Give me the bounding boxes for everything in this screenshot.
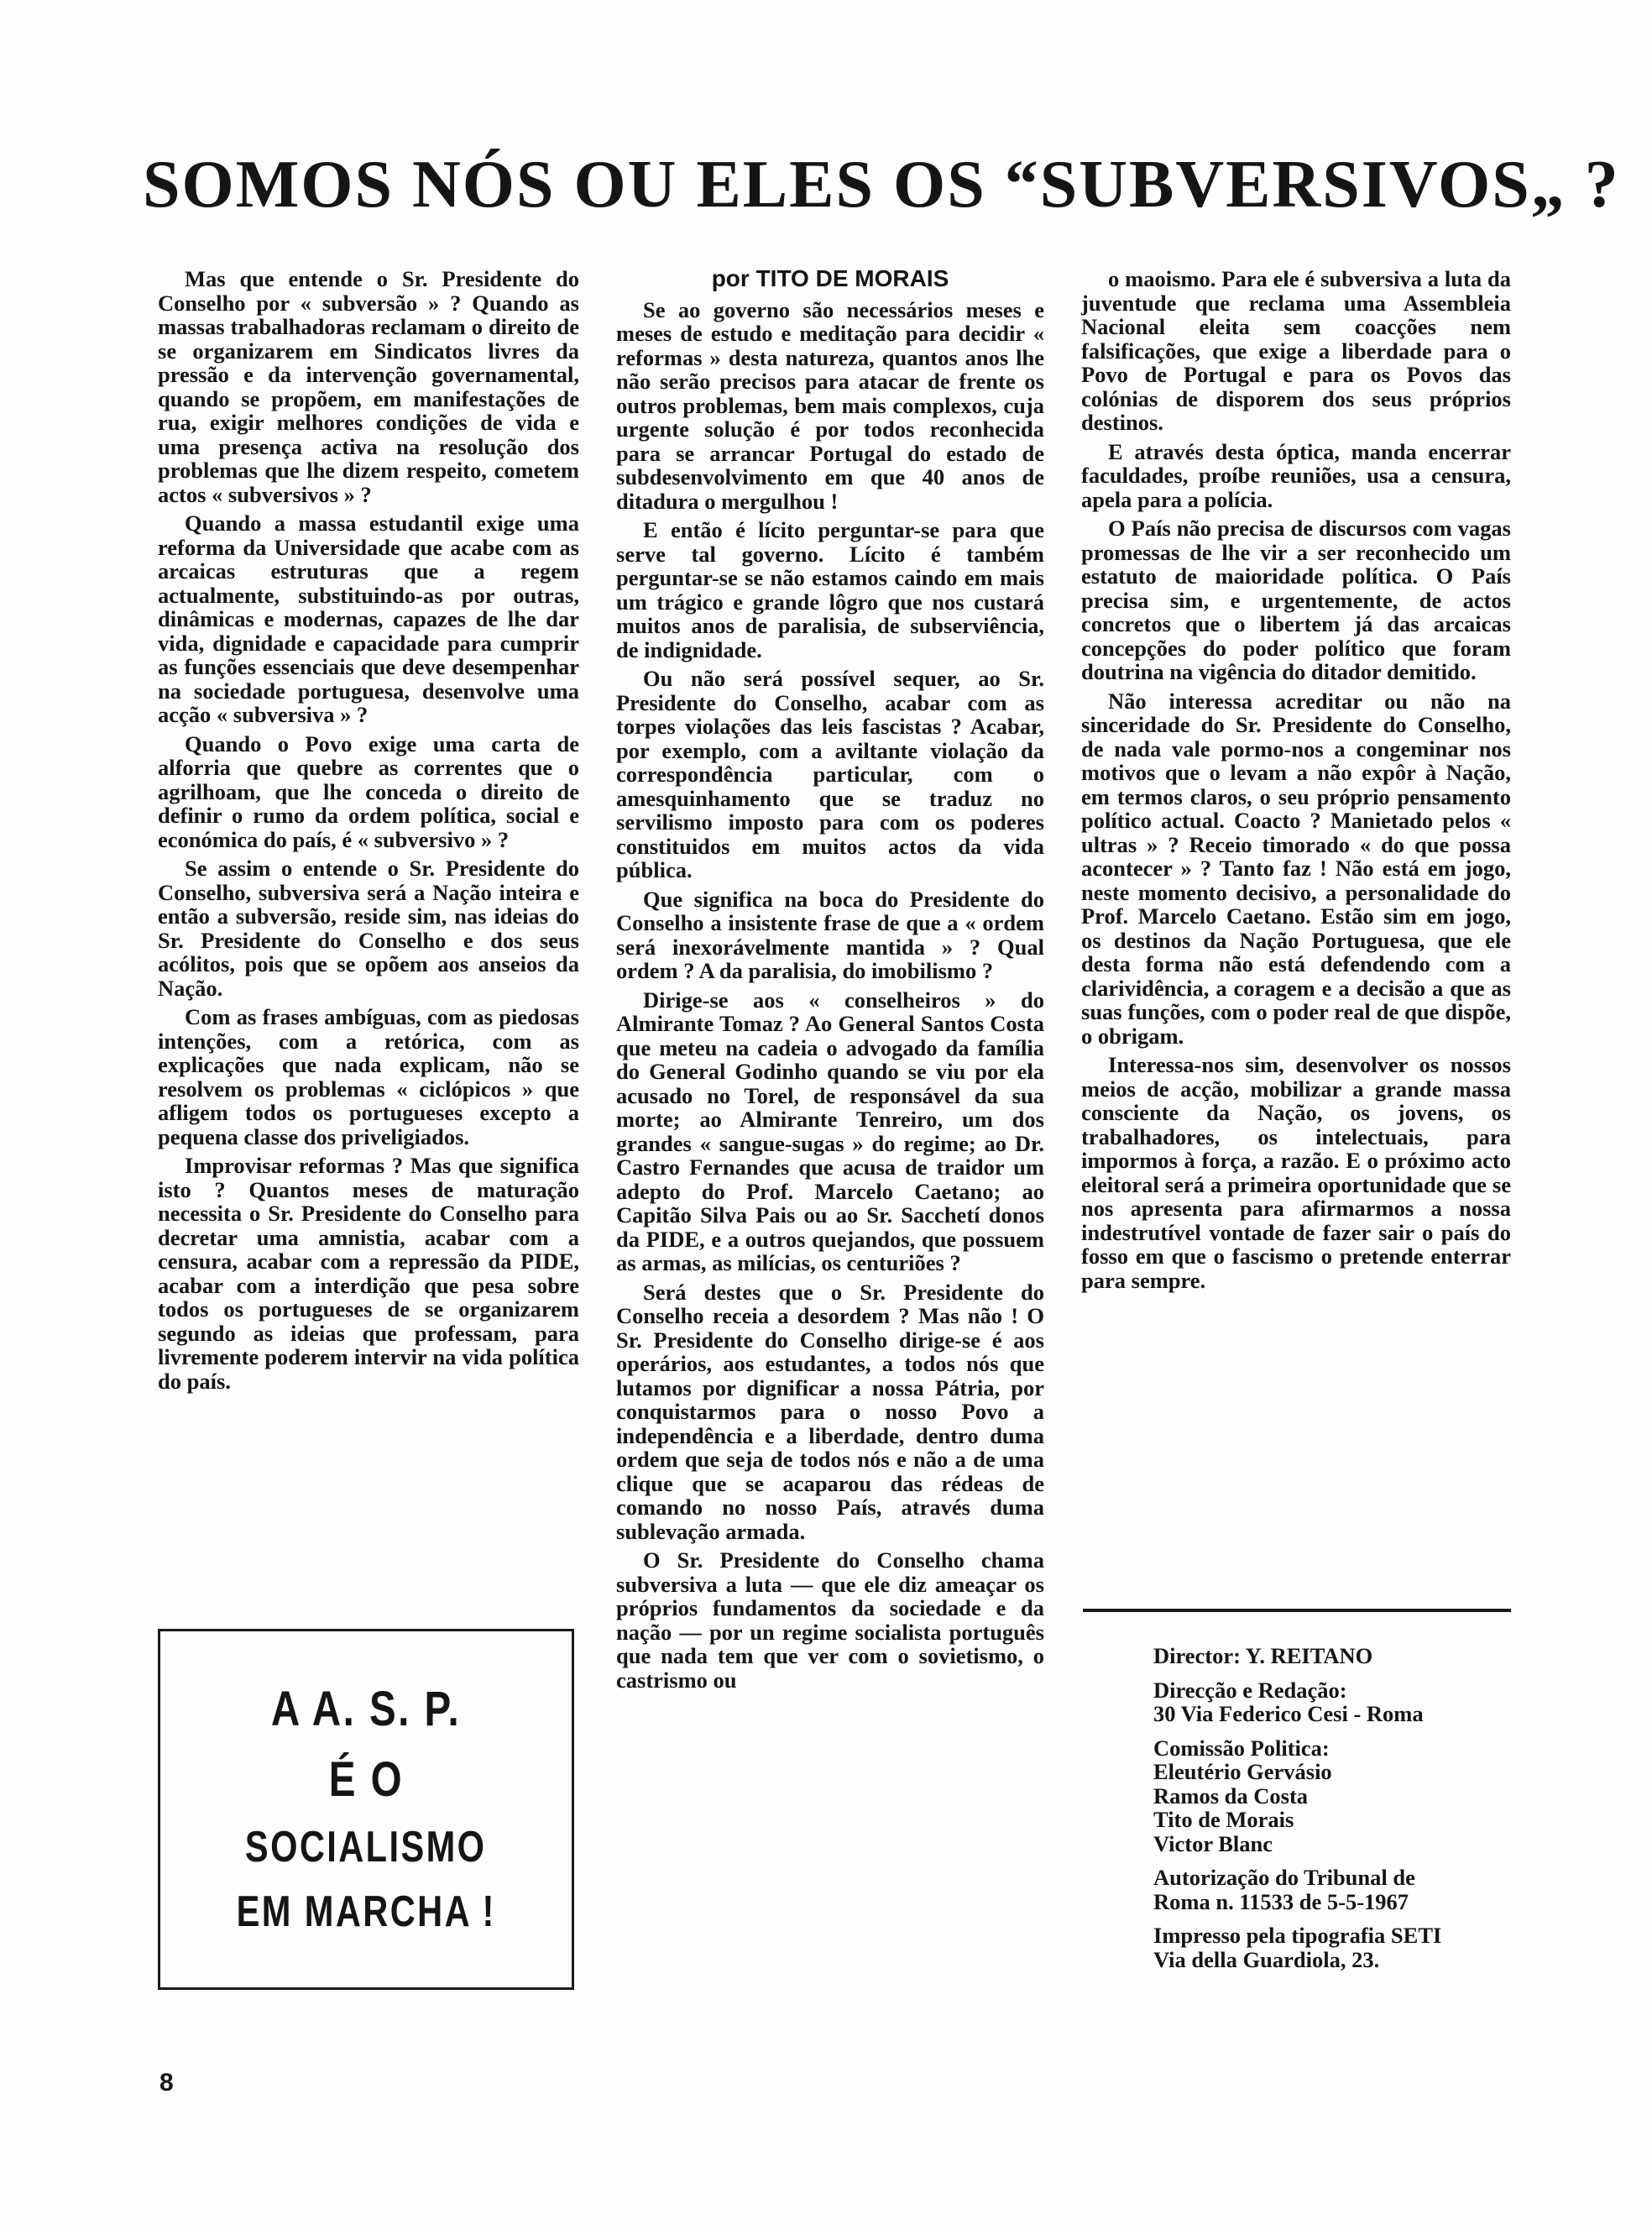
colophon-printer	[1153, 1924, 1514, 1971]
paragraph: Será destes que o Sr. Presidente do Conselho receia a desordem ? Mas não ! O Sr. Presidente do Conselho dirige-se é aos operários, aos estudantes, a todos nós que lutamos por dignificar a nossa Pátria, por conquistarmos para o nosso Povo a independência e a liberdade, dentro duma ordem que seja de todos nós e não a de uma clique que se acaparou das rédeas de comando no nosso País, através duma sublevação armada.	[616, 1279, 1044, 1544]
paragraph: E através desta óptica, manda encerrar faculdades, proíbe reuniões, usa a censura, apela para a polícia.	[1081, 438, 1511, 512]
divider-rule	[1083, 1609, 1511, 1612]
colophon-authorization	[1153, 1866, 1514, 1913]
colophon-line: Roma n. 11533 de 5-5-1967	[1153, 1888, 1409, 1914]
paragraph: Dirige-se aos « conselheiros » do Almirante Tomaz ? Ao General Santos Costa que meteu na cadeia o advogado da família do General Godinho quando se viu por ela acusado no Torel, de responsável da sua morte; ao Almirante Tenreiro, um dos grandes « sangue-sugas » do regime; ao Dr. Castro Fernandes que acusa de traidor um adepto do Prof. Marcelo Caetano; ao Capitão Silva Pais ou ao Sr. Sacchetí donos da PIDE, e a outros quejandos, que possuem as armas, as milícias, os centuriões ?	[616, 987, 1044, 1275]
colophon-commission	[1153, 1736, 1514, 1856]
colophon-address	[1153, 1678, 1514, 1726]
paragraph: E então é lícito perguntar-se para que serve tal governo. Lícito é também perguntar-se se não estamos caindo em mais um trágico e grande lôgro que nos custará muitos anos de paralisia, de subserviência, de indignidade.	[616, 517, 1044, 662]
colophon-line: Eleutério Gervásio	[1153, 1759, 1332, 1784]
slogan-line: EM MARCHA !	[236, 1887, 496, 1936]
paragraph: Interessa-nos sim, desenvolver os nossos meios de acção, mobilizar a grande massa consciente da Nação, os jovens, os trabalhadores, os intelectuais, para impormos à força, a razão. E o próximo acto eleitoral será a primeira oportunidade que se nos apresenta para afirmarmos a nossa indestrutível vontade de fazer sair o país do fosso em que o fascismo o pretende enterrar para sempre.	[1081, 1052, 1511, 1293]
colophon-line: Impresso pela tipografia SETI	[1153, 1923, 1442, 1948]
article-headline: SOMOS NÓS OU ELES OS “SUBVERSIVOS„ ?	[143, 148, 1620, 222]
paragraph: Com as frases ambíguas, com as piedosas intenções, com a retórica, com as explicações que nada explicam, não se resolvem os problemas « ciclópicos » que afligem todos os portugueses excepto a pequena classe dos priveligiados.	[158, 1004, 579, 1149]
colophon-line: Autorização do Tribunal de	[1153, 1865, 1415, 1890]
paragraph: Não interessa acreditar ou não na sinceridade do Sr. Presidente do Conselho, de nada vale pormo-nos a congeminar nos motivos que o levam a não expôr à Nação, em termos claros, o seu próprio pensamento político actual. Coacto ? Manietado pelos « ultras » ? Receio timorado « do que possa acontecer » ? Tanto faz ! Não está em jogo, neste momento decisivo, a personalidade do Prof. Marcelo Caetano. Estão sim em jogo, os destinos da Nação Portuguesa, que ele desta forma não está defendendo com a clarividência, a coragem e a decisão a que as suas funções, com o poder real de que dispõe, o obrigam.	[1081, 688, 1511, 1049]
page-number: 8	[159, 2069, 174, 2097]
article-column-1	[158, 267, 579, 1398]
colophon-line: Director: Y. REITANO	[1153, 1643, 1373, 1668]
paragraph: Se ao governo são necessários meses e meses de estudo e meditação para decidir « reformas » desta natureza, quantos anos lhe não serão precisos para atacar de frente os outros problemas, bem mais complexos, cuja urgente solução é por todos reconhecida para se arrancar Portugal do estado de subdesenvolvimento em que 40 anos de ditadura o mergulhou !	[616, 296, 1044, 514]
slogan-box	[158, 1629, 574, 1990]
paragraph: Mas que entende o Sr. Presidente do Conselho por « subversão » ? Quando as massas trabalhadoras reclamam o direito de se organizarem em Sindicatos livres da pressão e da intervenção governamental, quando se propõem, em manifestações de rua, exigir melhores condições de vida e uma presença activa na resolução dos problemas que lhe dizem respeito, cometem actos « subversivos » ?	[158, 266, 579, 507]
paragraph: Quando a massa estudantil exige uma reforma da Universidade que acabe com as arcaicas estruturas que a regem actualmente, substituindo-as por outras, dinâmicas e modernas, capazes de lhe dar vida, dignidade e capacidade para cumprir as funções essenciais que deve desempenhar na sociedade portuguesa, desenvolve uma acção « subversiva » ?	[158, 510, 579, 727]
colophon-director	[1153, 1644, 1514, 1668]
paragraph: Improvisar reformas ? Mas que significa isto ? Quantos meses de maturação necessita o Sr. Presidente do Conselho para decretar uma amnistia, acabar com a censura, acabar com a repressão da PIDE, acabar com a interdição que pesa sobre todos os portugueses de se organizarem segundo as ideias que professam, para livremente poderem intervir na vida política do país.	[158, 1153, 579, 1394]
colophon-line: Comissão Politica:	[1153, 1735, 1330, 1761]
colophon-line: Direcção e Redação:	[1153, 1677, 1347, 1703]
paragraph: Quando o Povo exige uma carta de alforria que quebre as correntes que o agrilhoam, que lhe conceda o direito de definir o rumo da ordem política, social e económica do país, é « subversivo » ?	[158, 730, 579, 852]
colophon-line: Tito de Morais	[1153, 1807, 1294, 1832]
slogan-line: A A. S. P.	[270, 1682, 462, 1737]
colophon	[1153, 1644, 1514, 1981]
paragraph: O País não precisa de discursos com vagas promessas de lhe vir a ser reconhecido um estatuto de maioridade política. O País precisa sim, e urgentemente, de actos concretos que o libertem já das arcaicas concepções do poder político que foram doutrina na vigência do ditador demitido.	[1081, 516, 1511, 684]
paragraph: Que significa na boca do Presidente do Conselho a insistente frase de que a « ordem será inexorávelmente mantida » ? Qual ordem ? A da paralisia, do imobilismo ?	[616, 886, 1044, 983]
paragraph: Ou não será possível sequer, ao Sr. Presidente do Conselho, acabar com as torpes violações das leis fascistas ? Acabar, por exemplo, com a aviltante violação da correspondência particular, com o amesquinhamento que se traduz no servilismo imposto para com os poderes constituidos em muitos actos da vida pública.	[616, 666, 1044, 882]
author-byline: por TITO DE MORAIS	[711, 265, 949, 291]
slogan-line: SOCIALISMO	[245, 1822, 487, 1871]
paragraph: O Sr. Presidente do Conselho chama subversiva a luta — que ele diz ameaçar os próprios fundamentos da sociedade e da nação — por un regime socialista português que nada tem que ver com o sovietismo, o castrismo ou	[616, 1547, 1044, 1693]
paragraph: Se assim o entende o Sr. Presidente do Conselho, subversiva será a Nação inteira e então a subversão, reside sim, nas ideias do Sr. Presidente do Conselho e dos seus acólitos, pois que se opõem aos anseios da Nação.	[158, 856, 579, 1001]
article-column-2	[616, 267, 1044, 1697]
colophon-line: Victor Blanc	[1153, 1830, 1273, 1856]
colophon-line: Ramos da Costa	[1153, 1782, 1309, 1809]
slogan-line: É O	[328, 1751, 404, 1807]
colophon-line: Via della Guardiola, 23.	[1153, 1946, 1380, 1972]
colophon-line: 30 Via Federico Cesi - Roma	[1153, 1701, 1424, 1726]
paragraph: o maoismo. Para ele é subversiva a luta da juventude que reclama uma Assembleia Nacional eleita sem coacções nem falsificações, que exige a liberdade para o Povo de Portugal e para os Povos das colónias de disporem dos seus próprios destinos.	[1081, 266, 1511, 435]
article-column-3	[1081, 267, 1511, 1297]
